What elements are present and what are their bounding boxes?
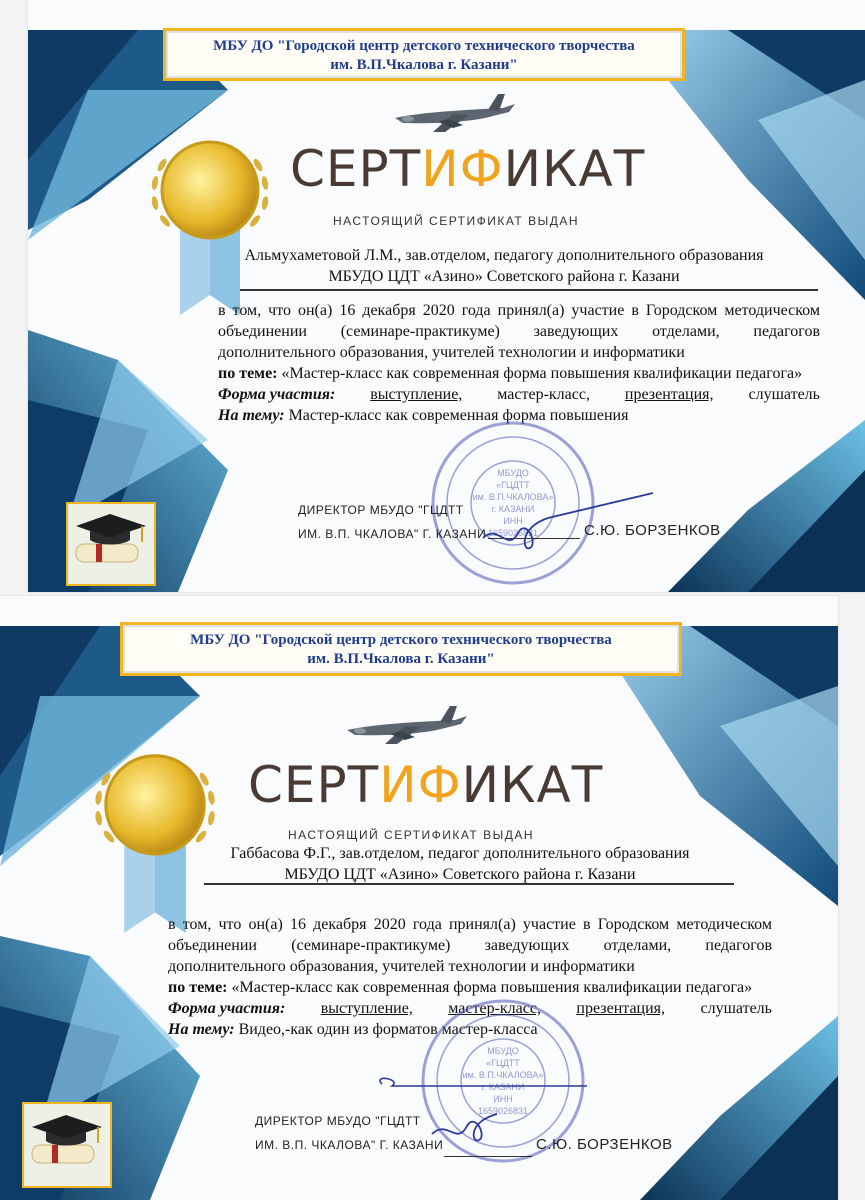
stamp-line-3: им. В.П.ЧКАЛОВА» bbox=[462, 1070, 544, 1080]
recipient-line-1: Габбасова Ф.Г., зав.отделом, педагог дополнительного образования bbox=[230, 845, 690, 862]
form-option-speech: выступление, bbox=[320, 1000, 413, 1017]
graduation-cap-icon bbox=[24, 1104, 110, 1186]
director-line-1: ДИРЕКТОР МБУДО "ГЦДТТ bbox=[298, 503, 464, 517]
airplane-icon bbox=[345, 704, 470, 749]
header-line-1: МБУ ДО "Городской центр детского технического творчества bbox=[213, 38, 635, 54]
recipient-line-2: МБУДО ЦДТ «Азино» Советского района г. Казани bbox=[284, 866, 636, 883]
graduation-cap-box bbox=[66, 502, 156, 586]
stamp-line-5: ИНН bbox=[503, 516, 523, 526]
form-option-speech: выступление, bbox=[370, 386, 463, 403]
form-option-listener: слушатель bbox=[748, 386, 820, 403]
participation-form-row bbox=[218, 384, 820, 405]
topic-label: по теме: bbox=[218, 365, 278, 382]
director-line-2: ИМ. В.П. ЧКАЛОВА" Г. КАЗАНИ bbox=[298, 527, 487, 541]
topic-text: «Мастер-класс как современная форма повышения квалификации педагога» bbox=[231, 979, 753, 996]
signature-line bbox=[444, 1156, 532, 1157]
recipient-line-2: МБУДО ЦДТ «Азино» Советского района г. Казани bbox=[328, 268, 680, 285]
topic-text: «Мастер-класс как современная форма повышения квалификации педагога» bbox=[281, 365, 803, 382]
graduation-cap-icon bbox=[68, 504, 154, 584]
recipient-underline bbox=[204, 883, 734, 885]
form-option-masterclass: мастер-класс, bbox=[497, 386, 590, 403]
director-line-1: ДИРЕКТОР МБУДО "ГЦДТТ bbox=[255, 1114, 421, 1128]
body-text: в том, что он(а) 16 декабря 2020 года принял(а) участие в Городском методическом объединении (семинаре-практикуме) заведующих отделами, педагогов дополнительного образования, учителей технологии и информатики bbox=[168, 916, 772, 975]
form-label: Форма участия: bbox=[168, 1000, 286, 1017]
stamp-line-2: «ГЦДТТ bbox=[486, 1058, 520, 1068]
recipient bbox=[190, 843, 730, 885]
stamp-line-2: «ГЦДТТ bbox=[496, 480, 530, 490]
subject-label: На тему: bbox=[168, 1021, 235, 1038]
certificate-title: СЕРТИФИКАТ bbox=[290, 140, 646, 198]
certificate-1 bbox=[28, 0, 865, 592]
stamp-line-6: 1659026831 bbox=[477, 1106, 529, 1116]
institution-header bbox=[163, 28, 685, 81]
issued-label: НАСТОЯЩИЙ СЕРТИФИКАТ ВЫДАН bbox=[333, 214, 580, 228]
header-line-2: им. В.П.Чкалова г. Казани" bbox=[330, 57, 518, 73]
form-option-listener: слушатель bbox=[700, 1000, 772, 1017]
certificate-title: СЕРТИФИКАТ bbox=[248, 756, 604, 814]
stamp-line-5: ИНН bbox=[493, 1094, 513, 1104]
form-option-masterclass: мастер-класс, bbox=[448, 1000, 541, 1017]
stamp-line-1: МБУДО bbox=[487, 1046, 519, 1056]
gold-medal-icon bbox=[80, 728, 230, 938]
director-name: С.Ю. БОРЗЕНКОВ bbox=[536, 1136, 673, 1153]
subject-text: Мастер-класс как современная форма повышения bbox=[288, 407, 629, 424]
signature-mark bbox=[372, 1074, 592, 1149]
certificate-body bbox=[218, 300, 820, 426]
recipient-line-1: Альмухаметовой Л.М., зав.отделом, педагогу дополнительного образования bbox=[244, 247, 764, 264]
header-line-1: МБУ ДО "Городской центр детского технического творчества bbox=[190, 632, 612, 648]
stamp-line-1: МБУДО bbox=[497, 468, 529, 478]
stamp-line-6: 1659026831 bbox=[487, 528, 539, 538]
form-label: Форма участия: bbox=[218, 386, 336, 403]
issued-label: НАСТОЯЩИЙ СЕРТИФИКАТ ВЫДАН bbox=[288, 828, 535, 842]
director-block bbox=[298, 498, 486, 546]
graduation-cap-box bbox=[22, 1102, 112, 1188]
stamp-line-4: г. КАЗАНИ bbox=[491, 504, 535, 514]
stamp-line-3: им. В.П.ЧКАЛОВА» bbox=[472, 492, 554, 502]
director-line-2: ИМ. В.П. ЧКАЛОВА" Г. КАЗАНИ bbox=[255, 1138, 444, 1152]
body-text: в том, что он(а) 16 декабря 2020 года принял(а) участие в Городском методическом объединении (семинаре-практикуме) заведующих отделами, педагогов дополнительного образования, учителей технологии и информатики bbox=[218, 302, 820, 361]
topic-label: по теме: bbox=[168, 979, 228, 996]
form-option-presentation: презентация, bbox=[576, 1000, 666, 1017]
stamp-line-4: г. КАЗАНИ bbox=[481, 1082, 525, 1092]
institution-header bbox=[120, 622, 682, 676]
subject-label: На тему: bbox=[218, 407, 285, 424]
airplane-icon bbox=[393, 92, 518, 137]
director-name: С.Ю. БОРЗЕНКОВ bbox=[584, 522, 721, 539]
certificate-2 bbox=[0, 596, 838, 1200]
header-line-2: им. В.П.Чкалова г. Казани" bbox=[307, 651, 495, 667]
recipient bbox=[218, 245, 790, 287]
subject-text: Видео,-как один из форматов мастер-класса bbox=[238, 1021, 538, 1038]
signature-mark bbox=[478, 488, 658, 558]
form-option-presentation: презентация, bbox=[624, 386, 714, 403]
recipient-underline bbox=[240, 289, 818, 291]
